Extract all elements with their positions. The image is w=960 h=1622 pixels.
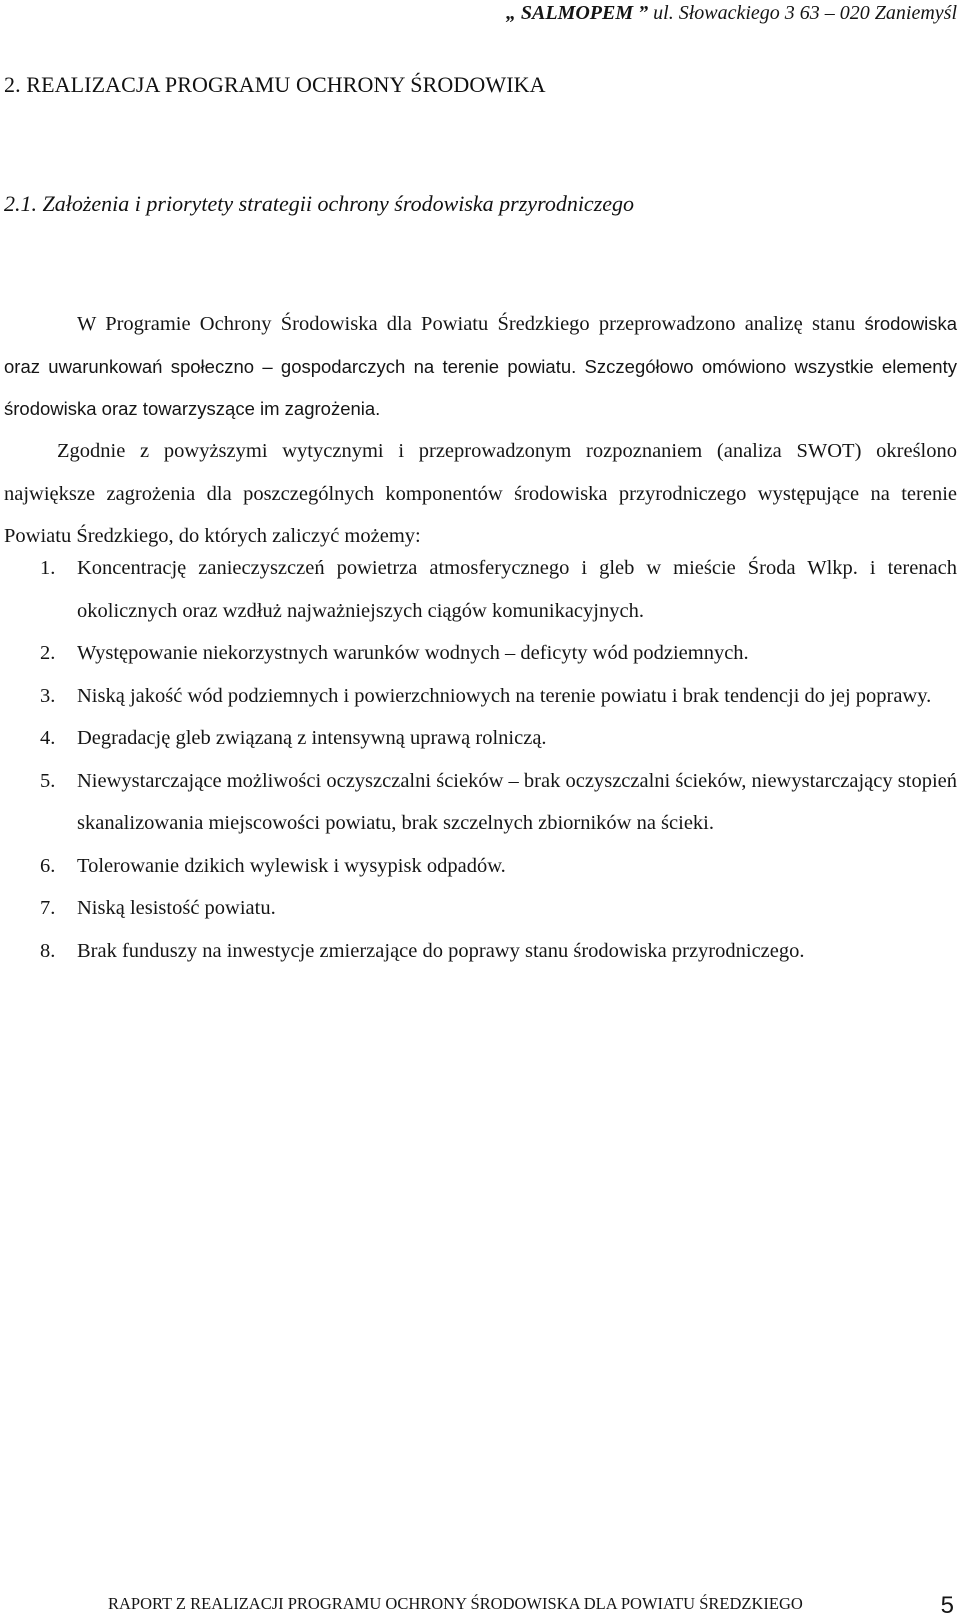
- swot-paragraph: Zgodnie z powyższymi wytycznymi i przeprowadzonym rozpoznaniem (analiza SWOT) określono największe zagrożenia dla poszczególnych komponentów środowiska przyrodniczego występujące na terenie Powiatu Średzkiego, do których zaliczyć możemy:: [4, 440, 957, 547]
- header-address: ul. Słowackiego 3 63 – 020 Zaniemyśl: [648, 2, 957, 24]
- section-title: 2. REALIZACJA PROGRAMU OCHRONY ŚRODOWIKA: [4, 72, 546, 97]
- list-item-number: 8.: [40, 939, 56, 962]
- list-item-number: 3.: [40, 684, 56, 707]
- threats-list: [4, 547, 957, 972]
- list-item-text: Występowanie niekorzystnych warunków wodnych – deficyty wód podziemnych.: [77, 642, 749, 664]
- list-item: [4, 930, 957, 973]
- intro-paragraph-sans-part: środowiska oraz uwarunkowań społeczno – gospodarczych na terenie powiatu. Szczegółowo omówiono wszystkie elementy środowiska oraz towarzyszące im zagrożenia.: [4, 313, 957, 419]
- list-item: [4, 547, 957, 632]
- subsection-title: 2.1. Założenia i priorytety strategii ochrony środowiska przyrodniczego: [4, 191, 635, 216]
- list-item-text: Niewystarczające możliwości oczyszczalni ścieków – brak oczyszczalni ścieków, niewystarczający stopień skanalizowania miejscowości powiatu, brak szczelnych zbiorników na ścieki.: [77, 769, 957, 834]
- list-item: [4, 887, 957, 930]
- list-item-number: 2.: [40, 642, 56, 664]
- list-item: [4, 760, 957, 845]
- list-item-text: Niską lesistość powiatu.: [77, 897, 276, 919]
- list-item: [4, 675, 957, 718]
- list-item-text: Degradację gleb związaną z intensywną uprawą rolniczą.: [77, 727, 547, 749]
- intro-paragraph: [4, 303, 957, 431]
- list-item-text: Tolerowanie dzikich wylewisk i wysypisk odpadów.: [77, 854, 506, 877]
- list-item-number: 1.: [40, 557, 56, 579]
- list-item-number: 7.: [40, 897, 56, 919]
- list-item: [4, 717, 957, 760]
- list-item: [4, 632, 957, 675]
- header-company-name: „ SALMOPEM ”: [505, 2, 649, 24]
- list-item: [4, 845, 957, 888]
- list-item-number: 6.: [40, 854, 56, 877]
- list-item-number: 5.: [40, 769, 56, 792]
- list-item-text: Niską jakość wód podziemnych i powierzchniowych na terenie powiatu i brak tendencji do jej poprawy.: [77, 684, 932, 707]
- intro-paragraph-serif-part: W Programie Ochrony Środowiska dla Powiatu Średzkiego przeprowadzono analizę stanu: [77, 313, 865, 335]
- page-header: [506, 2, 957, 25]
- page-number: 5: [940, 1592, 954, 1619]
- page-footer: RAPORT Z REALIZACJI PROGRAMU OCHRONY ŚRODOWISKA DLA POWIATU ŚREDZKIEGO: [108, 1594, 803, 1613]
- list-item-text: Koncentrację zanieczyszczeń powietrza atmosferycznego i gleb w mieście Środa Wlkp. i terenach okolicznych oraz wzdłuż najważniejszych ciągów komunikacyjnych.: [77, 557, 957, 622]
- list-item-text: Brak funduszy na inwestycje zmierzające do poprawy stanu środowiska przyrodniczego.: [77, 939, 805, 962]
- list-item-number: 4.: [40, 727, 56, 749]
